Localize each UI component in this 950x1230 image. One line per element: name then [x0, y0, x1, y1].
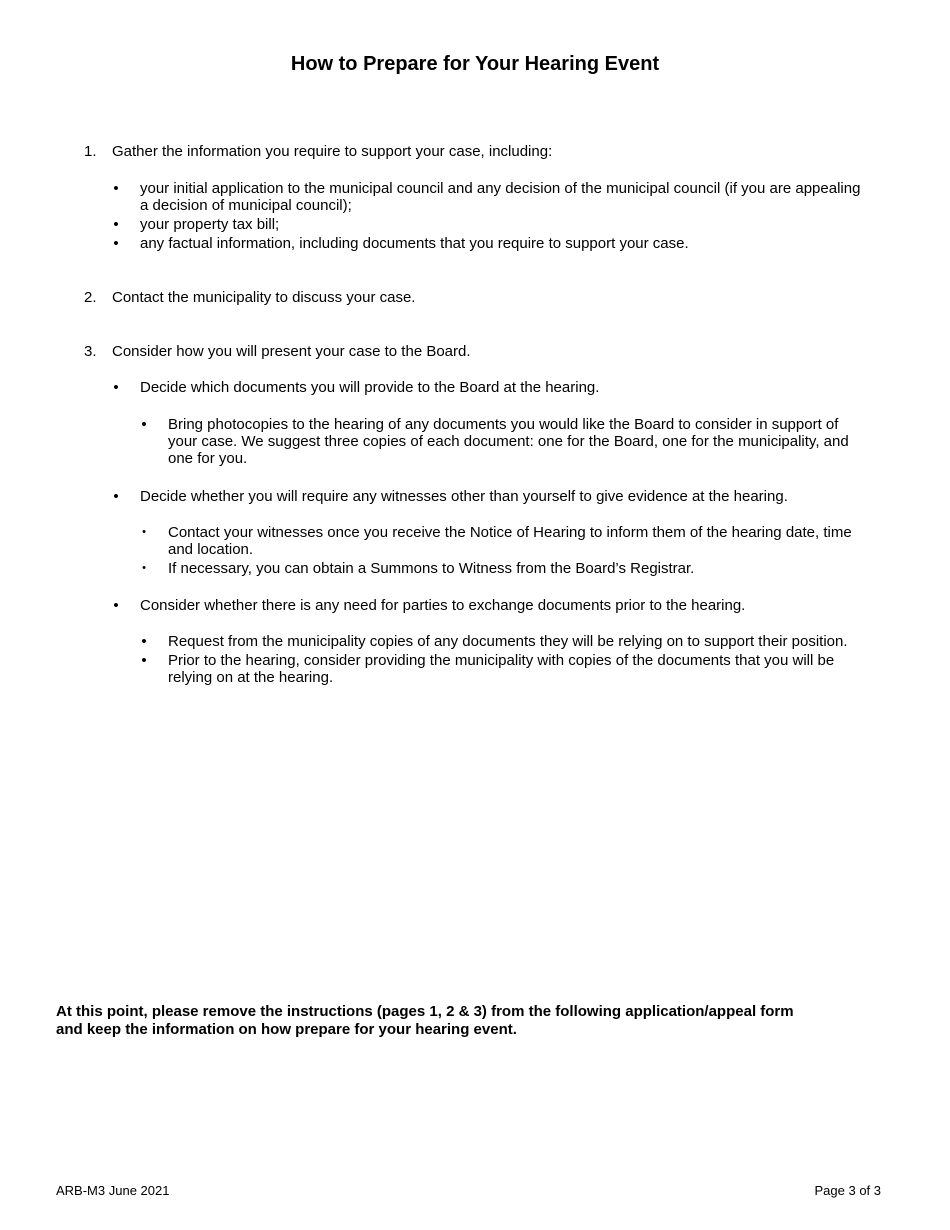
bullet-icon: • — [142, 526, 146, 538]
footer-form-id: ARB-M3 June 2021 — [56, 1183, 170, 1198]
sub-list-item-line: and location. — [168, 541, 254, 558]
list-item-line: a decision of municipal council); — [140, 197, 352, 214]
sub-list-item-line: Contact your witnesses once you receive the Notice of Hearing to inform them of the hearing date, time — [168, 524, 852, 541]
step-text: Contact the municipality to discuss your case. — [112, 289, 416, 306]
footer-page-number: Page 3 of 3 — [814, 1183, 881, 1198]
list-item: Decide whether you will require any witnesses other than yourself to give evidence at the hearing. — [140, 488, 788, 505]
step-number: 3. — [84, 343, 97, 360]
bullet-icon: • — [142, 562, 146, 574]
bullet-icon: • — [113, 597, 119, 614]
sub-list-item-line: one for you. — [168, 450, 248, 467]
step-text: Consider how you will present your case to the Board. — [112, 343, 471, 360]
step-number: 2. — [84, 289, 97, 306]
sub-list-item: Request from the municipality copies of any documents they will be relying on to support their position. — [168, 633, 848, 650]
list-item-line: your initial application to the municipal council and any decision of the municipal council (if you are appealing — [140, 180, 861, 197]
page-title: How to Prepare for Your Hearing Event — [290, 53, 660, 75]
sub-list-item — [168, 652, 898, 686]
bullet-icon: • — [113, 379, 119, 396]
sub-list-item-line: Prior to the hearing, consider providing the municipality with copies of the documents that you will be — [168, 652, 835, 669]
list-item: any factual information, including documents that you require to support your case. — [140, 235, 689, 252]
bullet-icon: • — [141, 633, 147, 650]
list-item: Decide which documents you will provide to the Board at the hearing. — [140, 379, 600, 396]
list-item — [140, 180, 900, 214]
sub-list-item-line: Bring photocopies to the hearing of any documents you would like the Board to consider in support of — [168, 416, 839, 433]
sub-list-item — [168, 524, 898, 558]
bullet-icon: • — [113, 180, 119, 197]
bullet-icon: • — [141, 416, 147, 433]
closing-note-line: At this point, please remove the instructions (pages 1, 2 & 3) from the following application/appeal form — [56, 1003, 794, 1020]
closing-note — [56, 1003, 856, 1039]
bullet-icon: • — [141, 652, 147, 669]
bullet-icon: • — [113, 235, 119, 252]
bullet-icon: • — [113, 216, 119, 233]
sub-list-item-line: relying on at the hearing. — [168, 669, 334, 686]
sub-list-item — [168, 416, 898, 467]
step-text: Gather the information you require to support your case, including: — [112, 143, 553, 160]
step-number: 1. — [84, 143, 97, 160]
bullet-icon: • — [113, 488, 119, 505]
closing-note-line: and keep the information on how prepare for your hearing event. — [56, 1021, 517, 1038]
sub-list-item: If necessary, you can obtain a Summons to Witness from the Board’s Registrar. — [168, 560, 695, 577]
list-item: Consider whether there is any need for parties to exchange documents prior to the hearing. — [140, 597, 746, 614]
list-item: your property tax bill; — [140, 216, 280, 233]
sub-list-item-line: your case. We suggest three copies of each document: one for the Board, one for the municipality, and — [168, 433, 849, 450]
